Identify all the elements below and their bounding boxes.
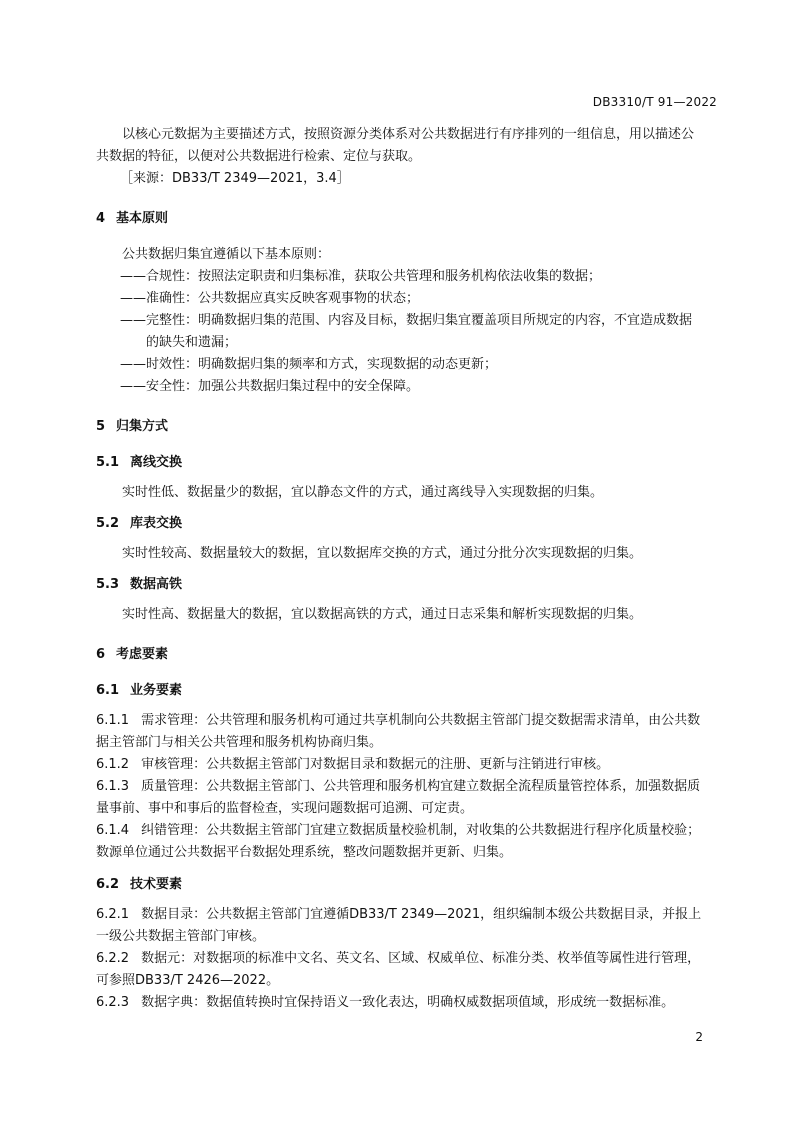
section-heading-6: [96, 644, 702, 666]
clause-text: 数据元：对数据项的标准中文名、英文名、区域、权威单位、标准分类、枚举值等属性进行管理，可参照DB33/T 2426—2022。: [96, 951, 701, 988]
subsection-title: 数据高铁: [130, 577, 183, 592]
clause-text: 纠错管理：公共数据主管部门宜建立数据质量校验机制，对收集的公共数据进行程序化质量校验；数源单位通过公共数据平台数据处理系统，整改问题数据并更新、归集。: [96, 823, 701, 860]
section-title: 考虑要素: [116, 647, 169, 662]
section-number: 4: [96, 211, 106, 226]
subsection-number: 5.2: [96, 516, 120, 531]
principle-item: ——完整性：明确数据归集的范围、内容及目标，数据归集宜覆盖项目所规定的内容，不宜造成数据的缺失和遗漏；: [120, 313, 693, 350]
clause-6-2-3: [96, 992, 702, 1014]
clause-number: 6.1.4: [96, 823, 130, 838]
subsection-number: 5.3: [96, 577, 120, 592]
clause-6-2-1: [96, 904, 702, 948]
section-number: 6: [96, 647, 106, 662]
source-citation: ［来源：DB33/T 2349—2021，3.4］: [120, 171, 350, 186]
principle-item: ——时效性：明确数据归集的频率和方式，实现数据的动态更新；: [120, 357, 498, 372]
subsection-number: 6.1: [96, 683, 120, 698]
clause-6-1-1: [96, 710, 702, 754]
subsection-heading-5-1: [96, 452, 702, 474]
clause-text: 需求管理：公共管理和服务机构可通过共享机制向公共数据主管部门提交数据需求清单，由公共数据主管部门与相关公共管理和服务机构协商归集。: [96, 713, 701, 750]
section-number: 5: [96, 419, 106, 434]
subsection-title: 业务要素: [130, 683, 183, 698]
principle-item: ——合规性：按照法定职责和归集标准，获取公共管理和服务机构依法收集的数据；: [120, 269, 602, 284]
standard-code-header: DB3310/T 91—2022: [592, 95, 717, 109]
principle-item: ——安全性：加强公共数据归集过程中的安全保障。: [120, 379, 420, 394]
clause-number: 6.2.3: [96, 995, 130, 1010]
page-content: [96, 124, 702, 1014]
principles-lead: 公共数据归集宜遵循以下基本原则：: [122, 247, 331, 262]
clause-number: 6.2.2: [96, 951, 130, 966]
section-title: 归集方式: [116, 419, 169, 434]
clause-number: 6.1.3: [96, 779, 130, 794]
clause-6-1-3: [96, 776, 702, 820]
subsection-text: 实时性较高、数据量较大的数据，宜以数据库交换的方式，通过分批分次实现数据的归集。: [122, 546, 643, 561]
clause-text: 数据字典：数据值转换时宜保持语义一致化表达，明确权威数据项值域，形成统一数据标准。: [141, 995, 675, 1010]
clause-number: 6.1.2: [96, 757, 130, 772]
principle-item: ——准确性：公共数据应真实反映客观事物的状态；: [120, 291, 420, 306]
page-number: 2: [695, 1030, 703, 1044]
subsection-title: 离线交换: [130, 455, 183, 470]
subsection-heading-5-3: [96, 574, 702, 596]
section-heading-4: [96, 208, 702, 230]
subsection-title: 技术要素: [130, 877, 183, 892]
clause-number: 6.2.1: [96, 907, 130, 922]
clause-text: 审核管理：公共数据主管部门对数据目录和数据元的注册、更新与注销进行审核。: [141, 757, 610, 772]
section-title: 基本原则: [116, 211, 169, 226]
clause-6-2-2: [96, 948, 702, 992]
clause-text: 质量管理：公共数据主管部门、公共管理和服务机构宜建立数据全流程质量管控体系，加强数据质量事前、事中和事后的监督检查，实现问题数据可追溯、可定责。: [96, 779, 701, 816]
subsection-heading-5-2: [96, 513, 702, 535]
subsection-title: 库表交换: [130, 516, 183, 531]
subsection-number: 6.2: [96, 877, 120, 892]
clause-6-1-4: [96, 820, 702, 864]
definition-paragraph: 以核心元数据为主要描述方式，按照资源分类体系对公共数据进行有序排列的一组信息，用以描述公共数据的特征，以便对公共数据进行检索、定位与获取。: [96, 127, 695, 164]
subsection-text: 实时性低、数据量少的数据，宜以静态文件的方式，通过离线导入实现数据的归集。: [122, 485, 604, 500]
clause-text: 数据目录：公共数据主管部门宜遵循DB33/T 2349—2021，组织编制本级公共数据目录，并报上一级公共数据主管部门审核。: [96, 907, 702, 944]
subsection-heading-6-1: [96, 680, 702, 702]
section-heading-5: [96, 416, 702, 438]
subsection-text: 实时性高、数据量大的数据，宜以数据高铁的方式，通过日志采集和解析实现数据的归集。: [122, 607, 643, 622]
subsection-number: 5.1: [96, 455, 120, 470]
clause-number: 6.1.1: [96, 713, 130, 728]
subsection-heading-6-2: [96, 874, 702, 896]
clause-6-1-2: [96, 754, 702, 776]
